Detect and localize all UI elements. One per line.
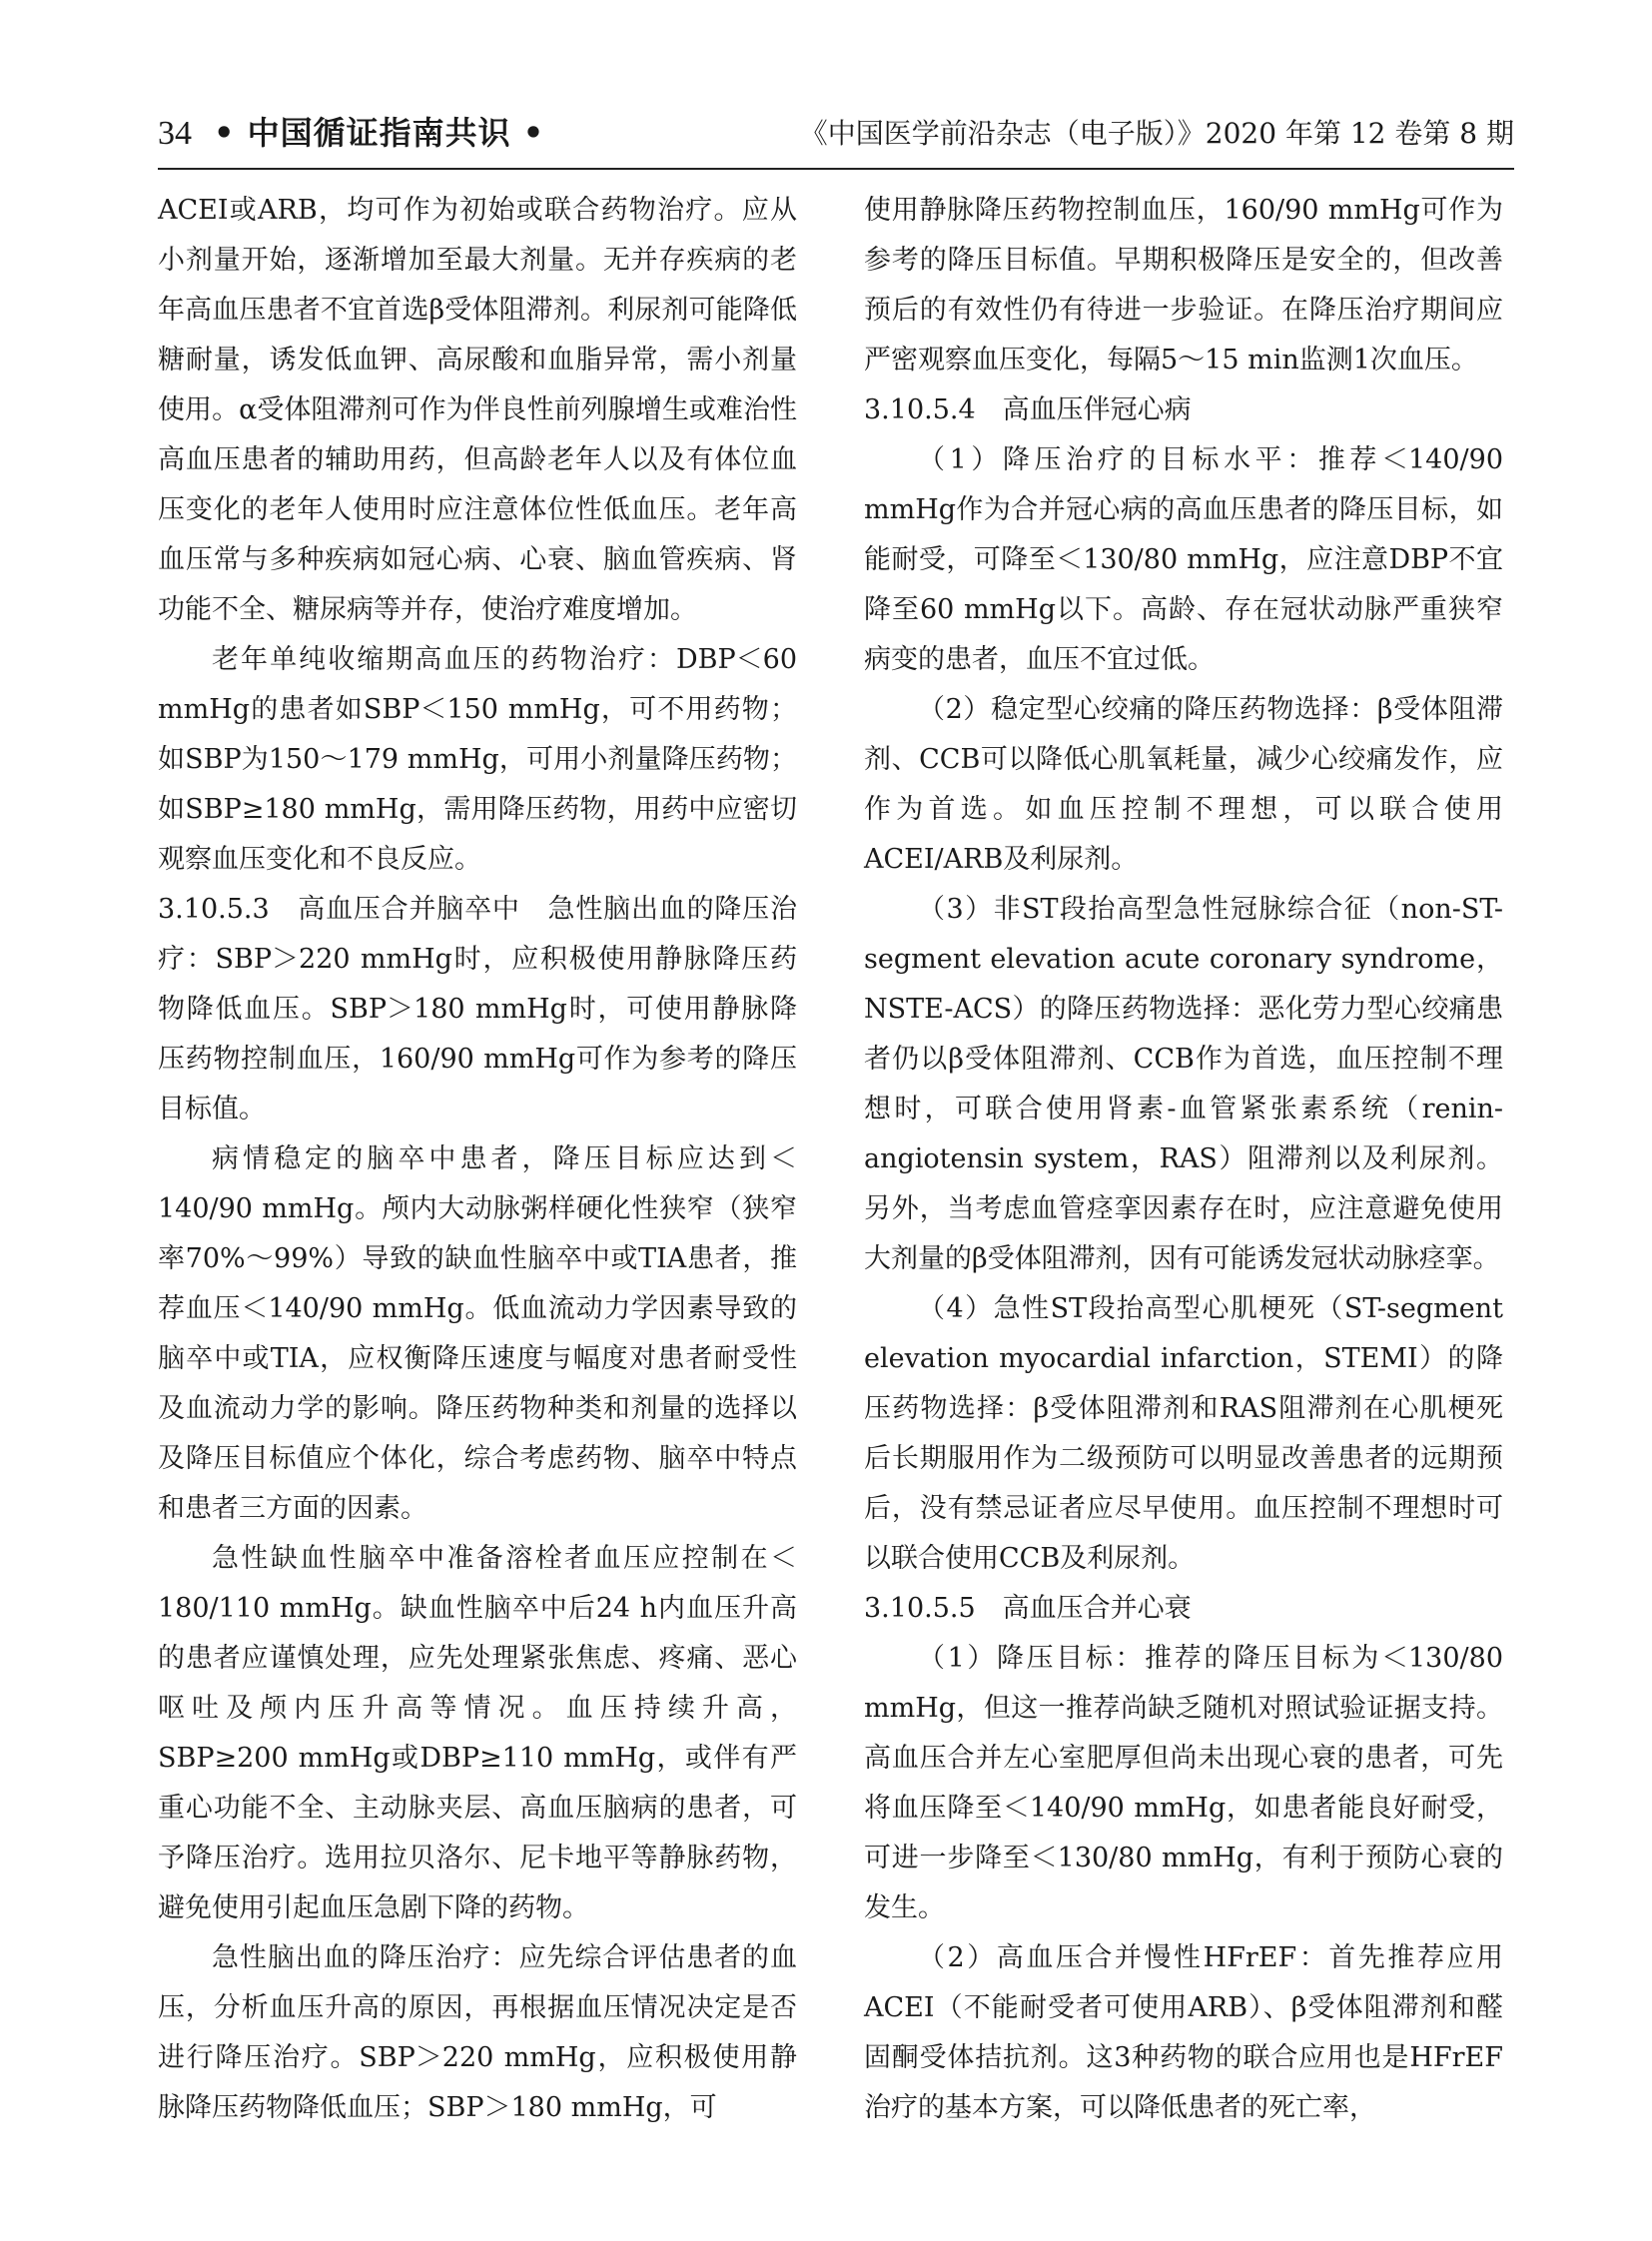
subsection-heading: 3.10.5.5 高血压合并心衰 <box>864 1593 1192 1624</box>
paragraph: （1）降压目标：推荐的降压目标为＜130/80 mmHg，但这一推荐尚缺乏随机对照试验证据支持。高血压合并左心室肥厚但尚未出现心衰的患者，可先将血压降至＜140/90 mmHg，如患者能良好耐受，可进一步降至＜130/80 mmHg，有利于预防心衰的发生。 <box>864 1643 1503 1923</box>
paragraph: （4）急性ST段抬高型心肌梗死（ST-segment elevation myocardial infarction，STEMI）的降压药物选择：β受体阻滞剂和RAS阻滞剂在心肌梗死后长期服用作为二级预防可以明显改善患者的远期预后，没有禁忌证者应尽早使用。血压控制不理想时可以联合使用CCB及利尿剂。 <box>864 1293 1503 1574</box>
paragraph: （1）降压治疗的目标水平：推荐＜140/90 mmHg作为合并冠心病的高血压患者的降压目标，如能耐受，可降至＜130/80 mmHg，应注意DBP不宜降至60 mmHg以下。高龄、存在冠状动脉严重狭窄病变的患者，血压不宜过低。 <box>864 444 1503 675</box>
paragraph: （2）稳定型心绞痛的降压药物选择：β受体阻滞剂、CCB可以降低心肌氧耗量，减少心绞痛发作，应作为首选。如血压控制不理想，可以联合使用ACEI/ARB及利尿剂。 <box>864 694 1503 875</box>
paragraph: 病情稳定的脑卒中患者，降压目标应达到＜140/90 mmHg。颅内大动脉粥样硬化性狭窄（狭窄率70%～99%）导致的缺血性脑卒中或TIA患者，推荐血压＜140/90 mmHg。低血流动力学因素导致的脑卒中或TIA，应权衡降压速度与幅度对患者耐受性及血流动力学的影响。降压药物种类和剂量的选择以及降压目标值应个体化，综合考虑药物、脑卒中特点和患者三方面的因素。 <box>158 1143 797 1524</box>
right-column <box>864 186 1503 2133</box>
subsection-heading: 3.10.5.4 高血压伴冠心病 <box>864 394 1192 425</box>
page-header <box>158 108 1514 170</box>
paragraph: ACEI或ARB，均可作为初始或联合药物治疗。应从小剂量开始，逐渐增加至最大剂量。无并存疾病的老年高血压患者不宜首选β受体阻滞剂。利尿剂可能降低糖耐量，诱发低血钾、高尿酸和血脂异常，需小剂量使用。α受体阻滞剂可作为伴良性前列腺增生或难治性高血压患者的辅助用药，但高龄老年人以及有体位血压变化的老年人使用时应注意体位性低血压。老年高血压常与多种疾病如冠心病、心衰、脑血管疾病、肾功能不全、糖尿病等并存，使治疗难度增加。 <box>158 195 797 625</box>
paragraph: （2）高血压合并慢性HFrEF：首先推荐应用ACEI（不能耐受者可使用ARB）、β受体阻滞剂和醛固酮受体拮抗剂。这3种药物的联合应用也是HFrEF治疗的基本方案，可以降低患者的死亡率， <box>864 1942 1503 2123</box>
page-number: 34 <box>158 115 192 152</box>
subsection-paragraph: 3.10.5.3 高血压合并脑卒中 急性脑出血的降压治疗：SBP＞220 mmHg时，应积极使用静脉降压药物降低血压。SBP＞180 mmHg时，可使用静脉降压药物控制血压，160/90 mmHg可作为参考的降压目标值。 <box>158 894 797 1124</box>
paragraph: （3）非ST段抬高型急性冠脉综合征（non-ST-segment elevation acute coronary syndrome，NSTE-ACS）的降压药物选择：恶化劳力型心绞痛患者仍以β受体阻滞剂、CCB作为首选，血压控制不理想时，可联合使用肾素-血管紧张素系统（renin-angiotensin system，RAS）阻滞剂以及利尿剂。另外，当考虑血管痉挛因素存在时，应注意避免使用大剂量的β受体阻滞剂，因有可能诱发冠状动脉痉挛。 <box>864 894 1503 1274</box>
section-title: • 中国循证指南共识 • <box>214 114 545 152</box>
left-column <box>158 186 797 2133</box>
paragraph: 使用静脉降压药物控制血压，160/90 mmHg可作为参考的降压目标值。早期积极降压是安全的，但改善预后的有效性仍有待进一步验证。在降压治疗期间应严密观察血压变化，每隔5～15 min监测1次血压。 <box>864 195 1503 375</box>
header-left <box>158 108 544 154</box>
paragraph: 急性缺血性脑卒中准备溶栓者血压应控制在＜180/110 mmHg。缺血性脑卒中后24 h内血压升高的患者应谨慎处理，应先处理紧张焦虑、疼痛、恶心呕吐及颅内压升高等情况。血压持续升高，SBP≥200 mmHg或DBP≥110 mmHg，或伴有严重心功能不全、主动脉夹层、高血压脑病的患者，可予降压治疗。选用拉贝洛尔、尼卡地平等静脉药物，避免使用引起血压急剧下降的药物。 <box>158 1543 797 1923</box>
journal-citation: 《中国医学前沿杂志（电子版）》2020 年第 12 卷第 8 期 <box>799 117 1514 150</box>
paragraph: 急性脑出血的降压治疗：应先综合评估患者的血压，分析血压升高的原因，再根据血压情况决定是否进行降压治疗。SBP＞220 mmHg，应积极使用静脉降压药物降低血压；SBP＞180 mmHg，可 <box>158 1942 797 2123</box>
paragraph: 老年单纯收缩期高血压的药物治疗：DBP＜60 mmHg的患者如SBP＜150 mmHg，可不用药物；如SBP为150～179 mmHg，可用小剂量降压药物；如SBP≥180 mmHg，需用降压药物，用药中应密切观察血压变化和不良反应。 <box>158 644 797 875</box>
